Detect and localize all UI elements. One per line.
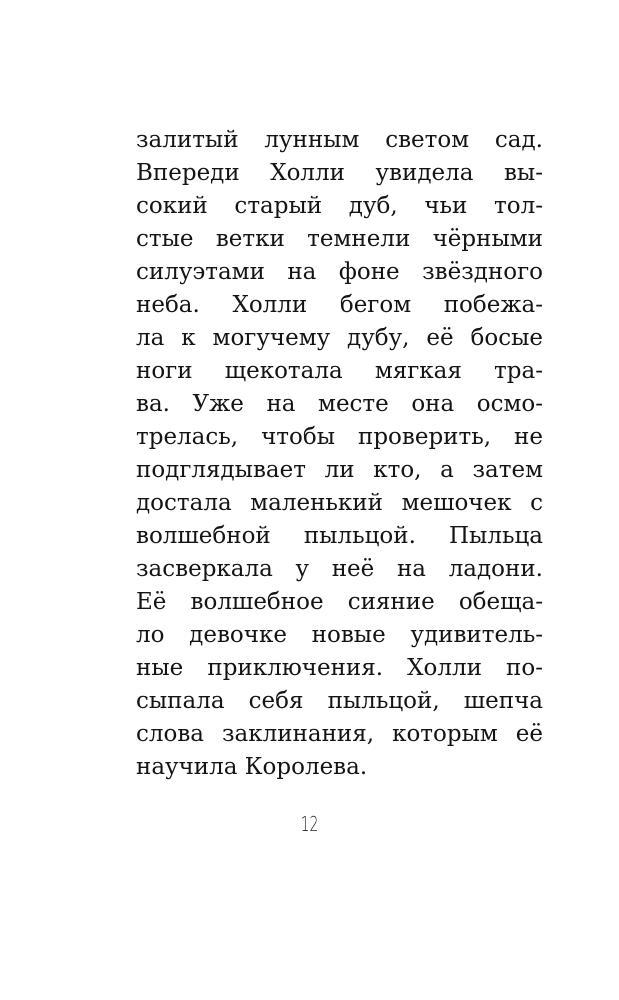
text-line: ноги щекотала мягкая тра- — [136, 358, 543, 384]
text-line: слова заклинания, которым её — [136, 721, 543, 747]
text-line: волшебной пыльцой. Пыльца — [136, 523, 543, 549]
text-line: сыпала себя пыльцой, шепча — [136, 688, 543, 714]
text-line: Впереди Холли увидела вы- — [136, 160, 543, 186]
text-line: засверкала у неё на ладони. — [136, 556, 543, 582]
text-line: Её волшебное сияние обеща- — [136, 589, 543, 615]
text-line: ва. Уже на месте она осмо- — [136, 391, 543, 417]
text-line: силуэтами на фоне звёздного — [136, 259, 543, 285]
page-number: 12 — [300, 812, 319, 836]
text-line: ла к могучему дубу, её босые — [136, 325, 543, 351]
body-text — [136, 124, 543, 784]
text-line: ные приключения. Холли по- — [136, 655, 543, 681]
text-line: трелась, чтобы проверить, не — [136, 424, 543, 450]
text-line-last: научила Королева. — [136, 754, 368, 780]
text-line: достала маленький мешочек с — [136, 490, 543, 516]
text-line: залитый лунным светом сад. — [136, 127, 543, 153]
text-line: неба. Холли бегом побежа- — [136, 292, 543, 318]
text-line: стые ветки темнели чёрными — [136, 226, 543, 252]
text-line: ло девочке новые удивитель- — [136, 622, 543, 648]
text-line: сокий старый дуб, чьи тол- — [136, 193, 543, 219]
text-line: подглядывает ли кто, а затем — [136, 457, 543, 483]
